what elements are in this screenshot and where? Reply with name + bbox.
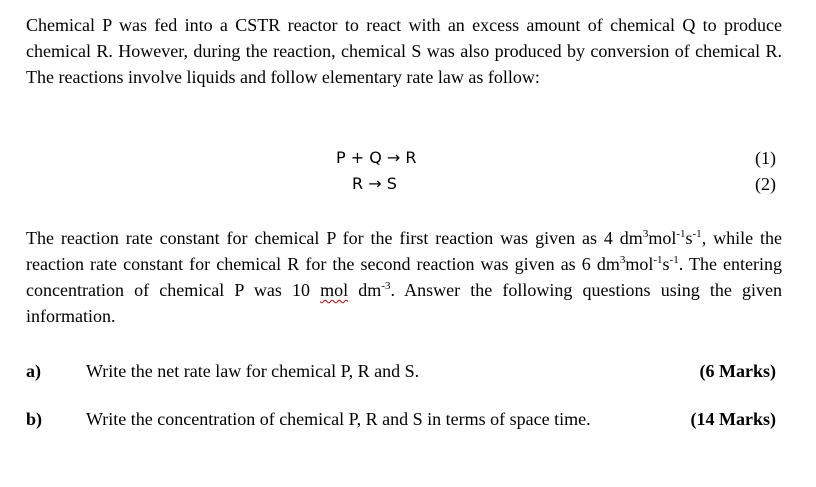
question-marks: (6 Marks) — [699, 361, 776, 381]
rate-constants-paragraph — [26, 225, 782, 329]
rate-text: dm — [348, 280, 382, 300]
reaction-equation: R → S — [352, 174, 397, 193]
exponent: -1 — [653, 254, 663, 266]
rate-text: . Answer the following questions using the given information. — [26, 280, 782, 326]
rate-text: The reaction rate constant for chemical P for the first reaction was given as 4 dm — [26, 228, 643, 248]
reaction-1 — [0, 146, 816, 170]
spellcheck-word: mol — [320, 280, 349, 300]
reaction-number: (1) — [755, 148, 776, 168]
question-b — [0, 406, 816, 432]
question-label: a) — [26, 361, 41, 381]
exponent: -1 — [676, 228, 686, 240]
question-text: Write the concentration of chemical P, R and S in terms of space time. — [86, 409, 591, 429]
exponent: -1 — [669, 254, 679, 266]
rate-text: . The entering concentration of chemical P was 10 — [26, 254, 783, 300]
reaction-2 — [0, 172, 816, 196]
exponent: 3 — [619, 254, 626, 266]
rate-text: mol — [648, 228, 677, 248]
question-label: b) — [26, 409, 43, 429]
rate-text: , while the reaction rate constant for chemical R for the second reaction was given as 6 dm — [26, 228, 782, 274]
rate-text: s — [685, 228, 693, 248]
question-marks: (14 Marks) — [690, 409, 776, 429]
reaction-equation: P + Q → R — [336, 148, 417, 167]
question-text: Write the net rate law for chemical P, R and S. — [86, 361, 420, 381]
exponent: 3 — [642, 228, 649, 240]
reaction-number: (2) — [755, 174, 776, 194]
exponent: -1 — [692, 228, 702, 240]
rate-text: mol — [625, 254, 654, 274]
question-a — [0, 358, 816, 384]
rate-text: s — [662, 254, 670, 274]
exponent: -3 — [381, 280, 391, 292]
intro-paragraph: Chemical P was fed into a CSTR reactor to react with an excess amount of chemical Q to produce chemical R. However, during the reaction, chemical S was also produced by conversion of chemical R. The reactions involve liquids and follow elementary rate law as follow: — [26, 15, 782, 87]
